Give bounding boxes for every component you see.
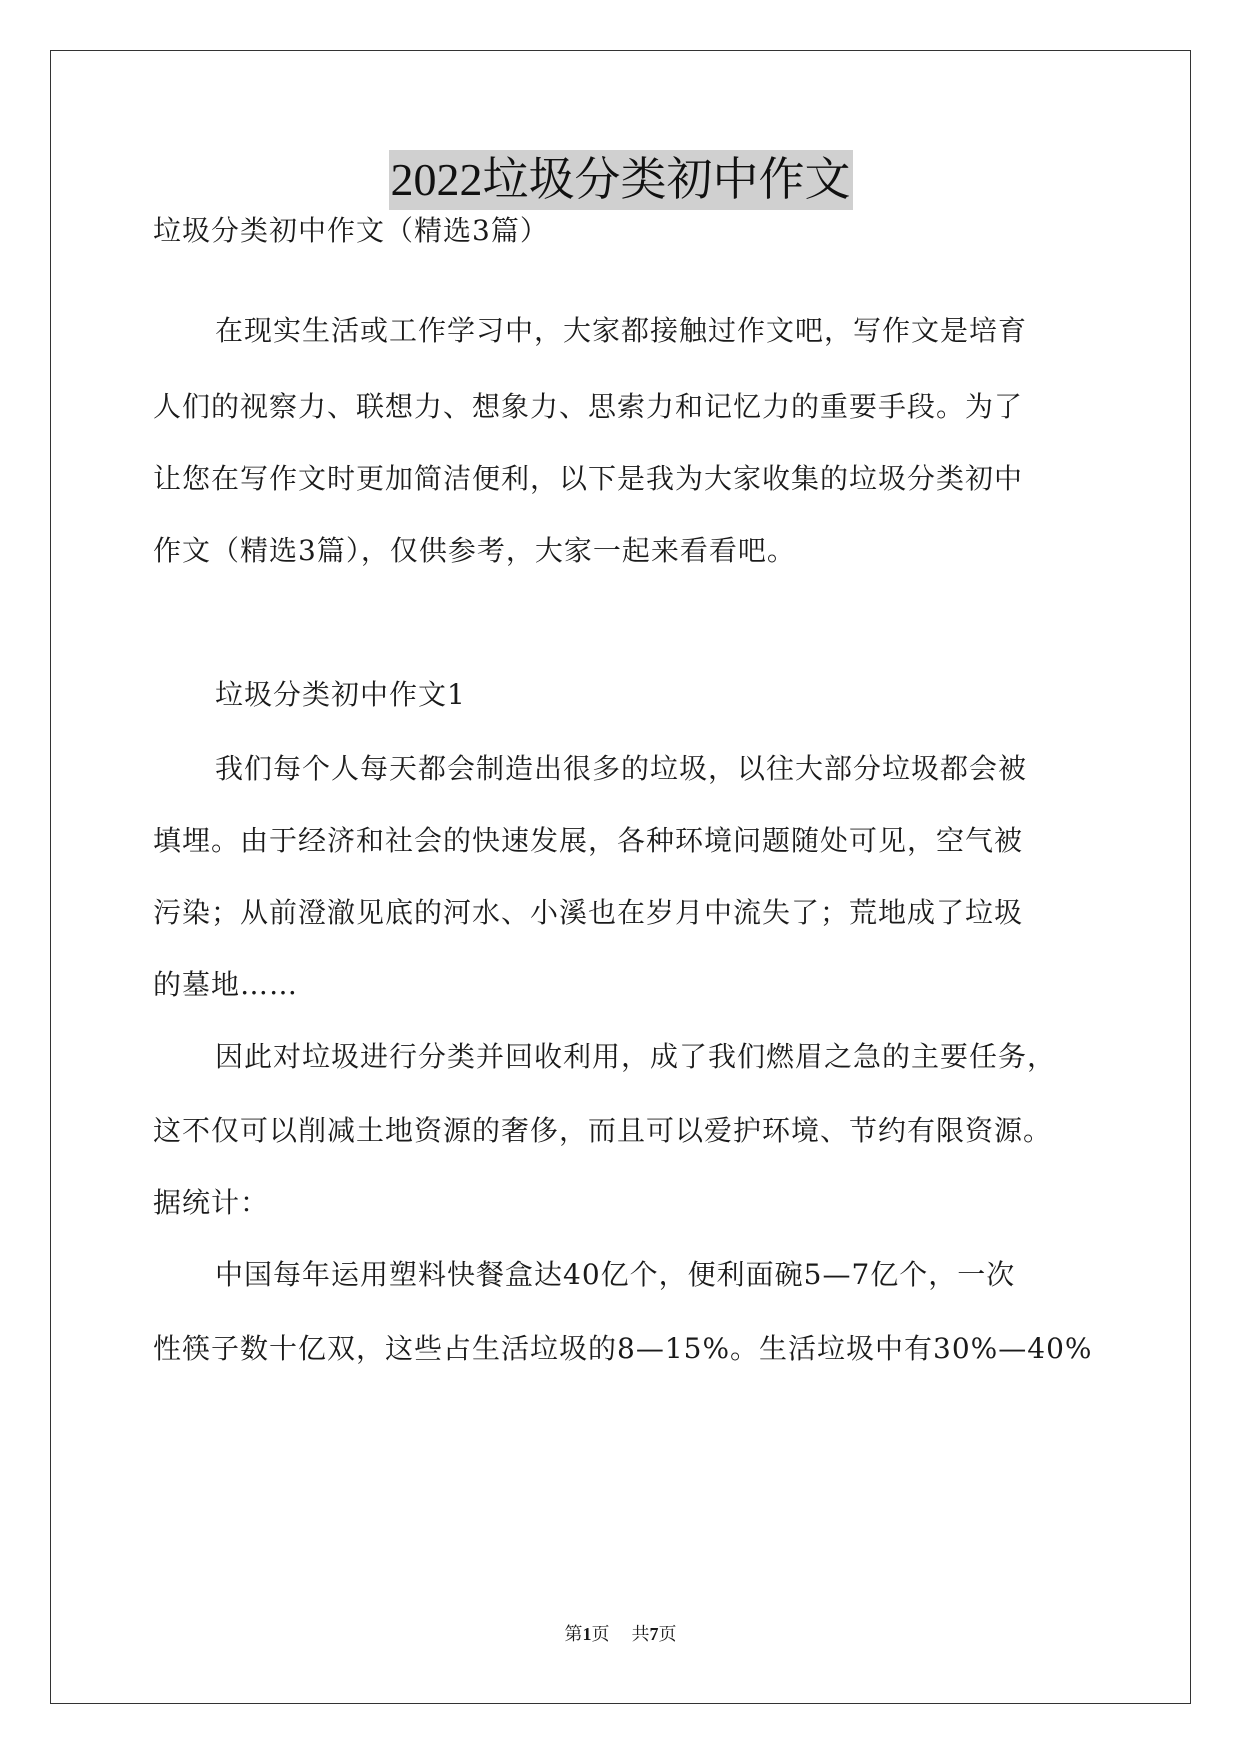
- footer-total-suffix: 页: [658, 1624, 677, 1644]
- document-title: 2022垃圾分类初中作文: [389, 150, 853, 210]
- paragraph-line: 的墓地……: [153, 968, 299, 1001]
- paragraph-line: 据统计：: [153, 1186, 270, 1219]
- paragraph-line: 污染；从前澄澈见底的河水、小溪也在岁月中流失了；荒地成了垃圾: [153, 896, 1024, 929]
- paragraph-line: 中国每年运用塑料快餐盒达40亿个，便利面碗5—7亿个，一次: [215, 1258, 1016, 1291]
- paragraph-line: 这不仅可以削减土地资源的奢侈，而且可以爱护环境、节约有限资源。: [153, 1114, 1053, 1147]
- footer-page-prefix: 第: [564, 1624, 583, 1644]
- title-container: [0, 150, 1241, 210]
- paragraph-line: 作文（精选3篇），仅供参考，大家一起来看看吧。: [153, 534, 796, 567]
- paragraph-line: 让您在写作文时更加简洁便利，以下是我为大家收集的垃圾分类初中: [153, 462, 1024, 495]
- page-footer: [0, 1622, 1241, 1646]
- page-border: [50, 50, 1191, 1704]
- section-heading: 垃圾分类初中作文1: [215, 678, 466, 711]
- document-subtitle: 垃圾分类初中作文（精选3篇）: [153, 214, 549, 247]
- paragraph-line: 在现实生活或工作学习中，大家都接触过作文吧，写作文是培育: [215, 314, 1028, 347]
- footer-total-prefix: 共: [631, 1624, 650, 1644]
- paragraph-line: 填埋。由于经济和社会的快速发展，各种环境问题随处可见，空气被: [153, 824, 1024, 857]
- footer-page-suffix: 页: [591, 1624, 610, 1644]
- footer-page-current: 1: [582, 1624, 592, 1644]
- paragraph-line: 我们每个人每天都会制造出很多的垃圾，以往大部分垃圾都会被: [215, 752, 1028, 785]
- paragraph-line: 人们的视察力、联想力、想象力、思索力和记忆力的重要手段。为了: [153, 390, 1024, 423]
- paragraph-line: 性筷子数十亿双，这些占生活垃圾的8—15%。生活垃圾中有30%—40%: [153, 1332, 1093, 1365]
- paragraph-line: 因此对垃圾进行分类并回收利用，成了我们燃眉之急的主要任务，: [215, 1040, 1057, 1073]
- footer-page-total: 7: [649, 1624, 659, 1644]
